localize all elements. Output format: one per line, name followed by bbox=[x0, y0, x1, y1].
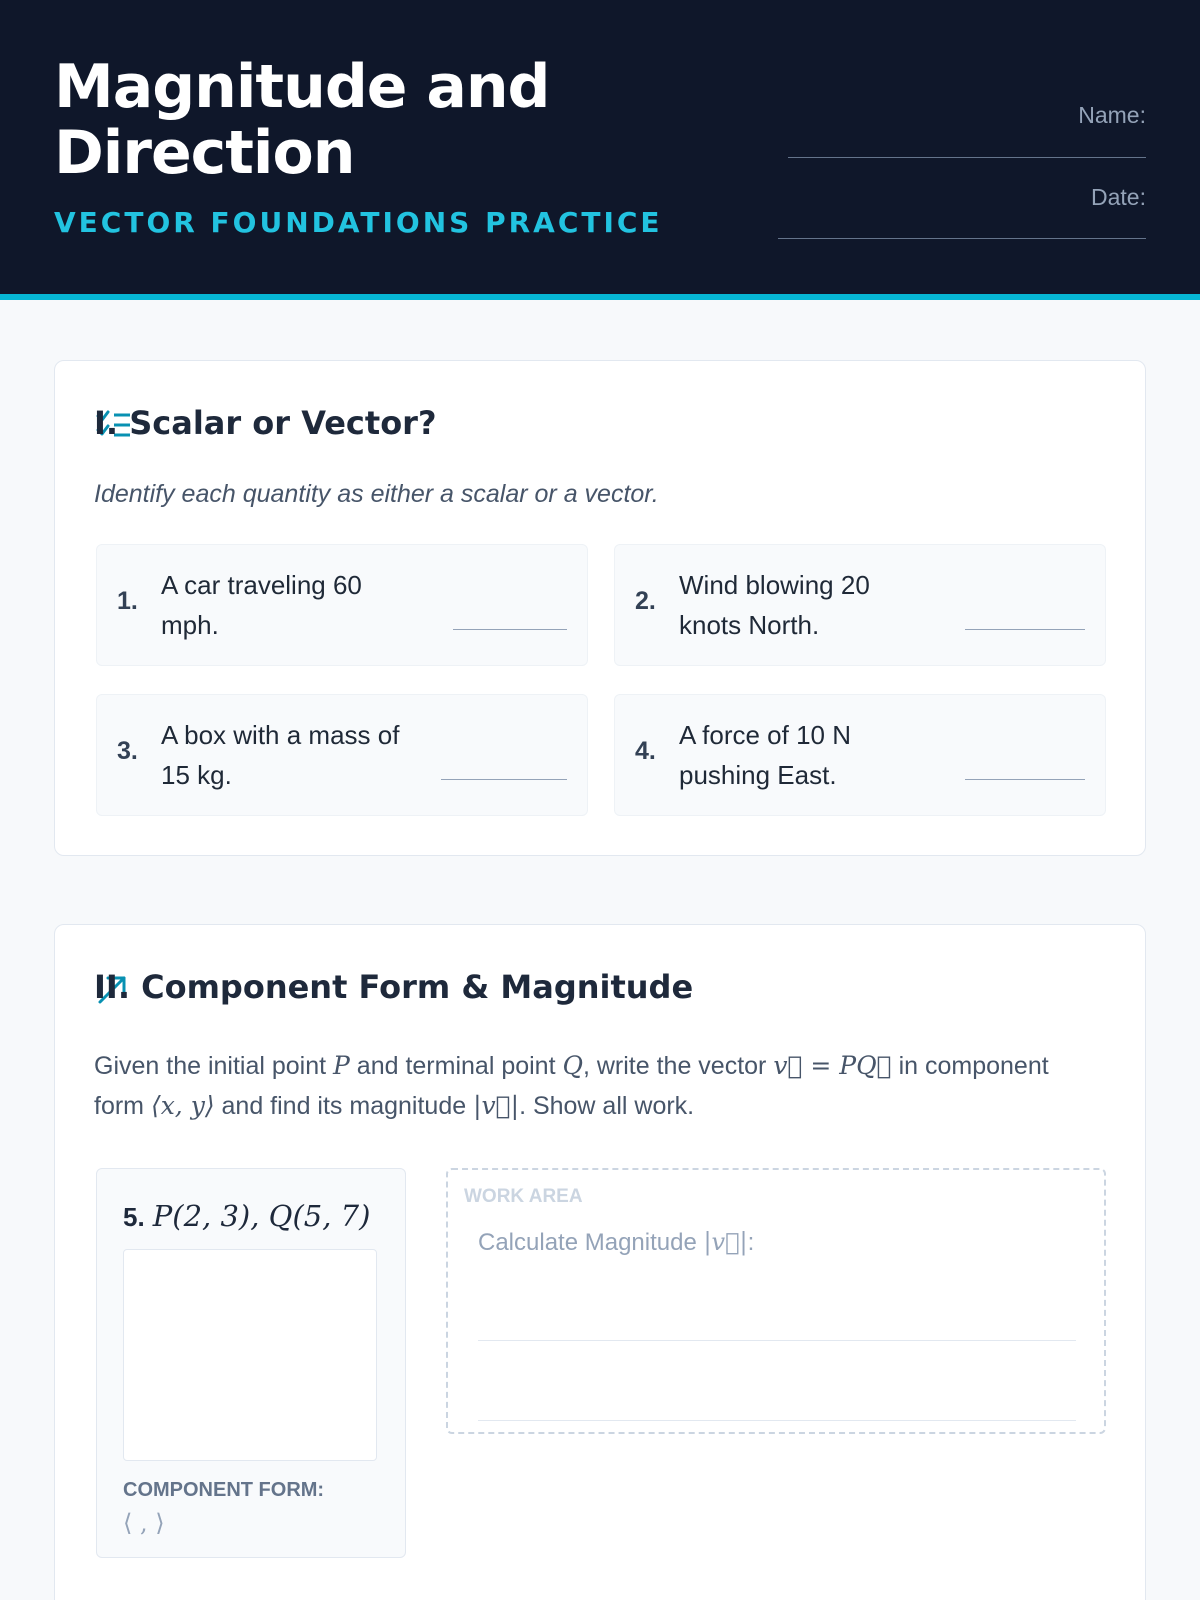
instr-text: in component form bbox=[94, 1052, 1049, 1120]
work-line bbox=[478, 1420, 1076, 1421]
question-text: A box with a mass of 15 kg. bbox=[161, 720, 400, 790]
answer-line[interactable] bbox=[441, 779, 567, 780]
worksheet-title: Magnitude and Direction bbox=[54, 52, 550, 188]
question-number: 1. bbox=[117, 587, 138, 615]
answer-line[interactable] bbox=[965, 629, 1085, 630]
section1-title: I. Scalar or Vector? bbox=[94, 404, 437, 442]
work-area-prompt bbox=[478, 1228, 754, 1257]
prompt-end: : bbox=[747, 1229, 755, 1256]
problem-5 bbox=[96, 1168, 406, 1558]
component-form-answer[interactable]: ⟨ , ⟩ bbox=[123, 1509, 165, 1537]
question-text: A force of 10 N pushing East. bbox=[679, 720, 851, 790]
worksheet-header bbox=[0, 0, 1200, 300]
work-area-label: WORK AREA bbox=[464, 1186, 583, 1207]
problem-points: P(2, 3), Q(5, 7) bbox=[152, 1199, 371, 1233]
answer-line[interactable] bbox=[453, 629, 567, 630]
question-text: A car traveling 60 mph. bbox=[161, 570, 362, 640]
sketch-area[interactable] bbox=[123, 1249, 377, 1461]
math-magnitude: |v⃗| bbox=[473, 1091, 520, 1120]
question-3 bbox=[96, 694, 588, 816]
instr-text: and terminal point bbox=[349, 1052, 563, 1080]
date-label: Date: bbox=[1091, 184, 1146, 210]
math-q: Q bbox=[562, 1051, 583, 1080]
problem-number: 5. bbox=[123, 1202, 145, 1232]
prompt-math: |v⃗| bbox=[703, 1228, 748, 1256]
question-1 bbox=[96, 544, 588, 666]
instr-text: Given the initial point bbox=[94, 1052, 334, 1080]
name-line bbox=[788, 157, 1146, 158]
question-number: 2. bbox=[635, 587, 656, 615]
section2-title: II. Component Form & Magnitude bbox=[94, 968, 694, 1006]
instr-text: . Show all work. bbox=[519, 1092, 695, 1120]
question-2 bbox=[614, 544, 1106, 666]
question-number: 4. bbox=[635, 737, 656, 765]
instr-text: , write the vector bbox=[582, 1052, 774, 1080]
prompt-text: Calculate Magnitude bbox=[478, 1229, 704, 1256]
question-number: 3. bbox=[117, 737, 138, 765]
date-line bbox=[778, 238, 1146, 239]
math-vector: v⃗ = PQ⃗ bbox=[773, 1051, 892, 1080]
name-label: Name: bbox=[1078, 102, 1146, 128]
section2-instructions bbox=[94, 1046, 1104, 1126]
question-text: Wind blowing 20 knots North. bbox=[679, 570, 870, 640]
problem-5-title bbox=[123, 1199, 370, 1234]
work-area[interactable] bbox=[446, 1168, 1106, 1434]
section1-instructions: Identify each quantity as either a scalar or a vector. bbox=[94, 480, 659, 508]
question-4 bbox=[614, 694, 1106, 816]
worksheet-subtitle: VECTOR FOUNDATIONS PRACTICE bbox=[54, 206, 663, 239]
instr-text: and find its magnitude bbox=[214, 1092, 474, 1120]
math-p: P bbox=[333, 1051, 350, 1080]
answer-line[interactable] bbox=[965, 779, 1085, 780]
component-form-label: COMPONENT FORM: bbox=[123, 1479, 325, 1501]
math-component: ⟨x, y⟩ bbox=[150, 1091, 215, 1120]
work-line bbox=[478, 1340, 1076, 1341]
